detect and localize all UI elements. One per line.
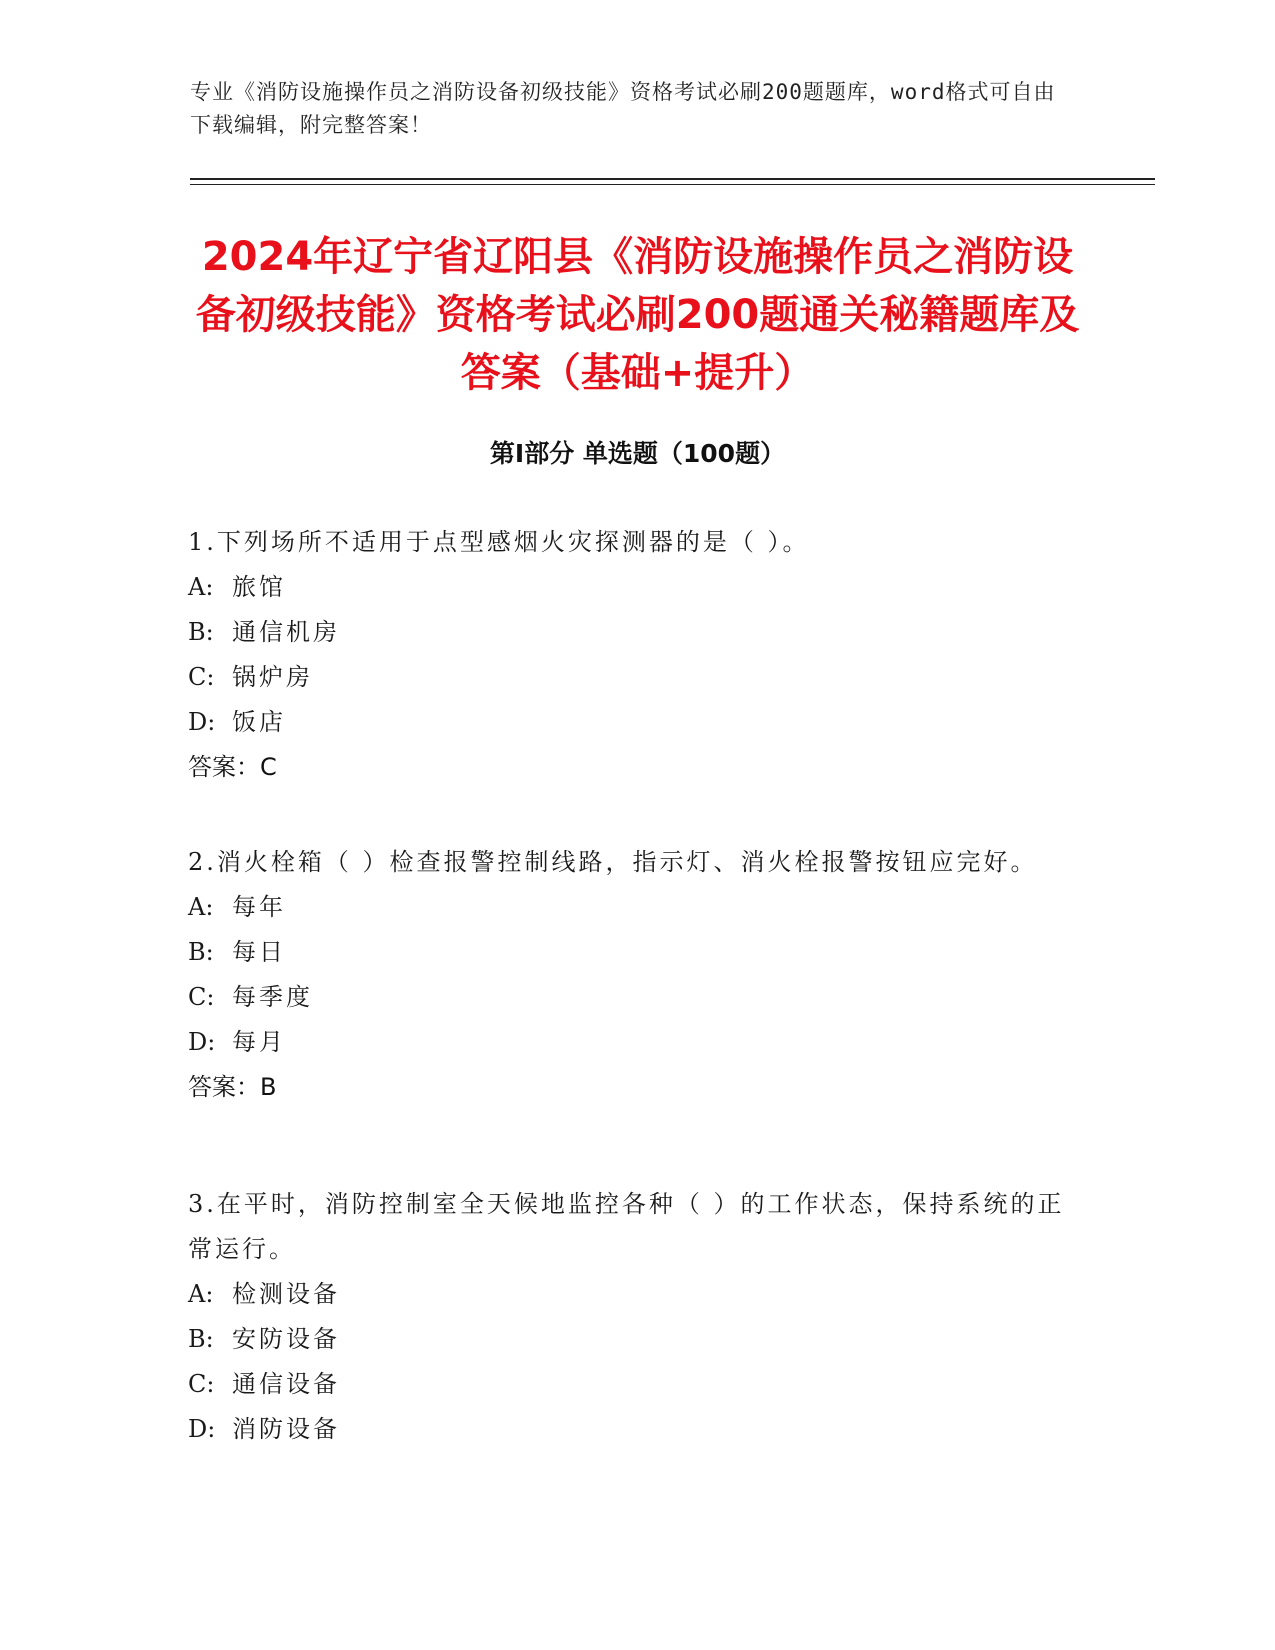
- option-d: [188, 1020, 1088, 1065]
- option-key: A:: [188, 1280, 214, 1308]
- option-a: [188, 1272, 1088, 1317]
- option-key: D:: [188, 708, 216, 736]
- option-text: 通信机房: [232, 618, 340, 646]
- option-c: [188, 1362, 1088, 1407]
- answer-line: 答案：B: [188, 1073, 277, 1101]
- option-text: 饭店: [232, 708, 286, 736]
- option-key: C:: [188, 1370, 215, 1398]
- option-key: B:: [188, 938, 214, 966]
- question-stem: 1.下列场所不适用于点型感烟火灾探测器的是（ ）。: [188, 528, 810, 556]
- option-b: [188, 1317, 1088, 1362]
- option-text: 消防设备: [232, 1415, 340, 1443]
- option-c: [188, 975, 1088, 1020]
- option-key: A:: [188, 893, 214, 921]
- option-text: 旅馆: [232, 573, 286, 601]
- option-a: [188, 885, 1088, 930]
- question-stem: 3.在平时，消防控制室全天候地监控各种（ ）的工作状态，保持系统的正常运行。: [188, 1190, 1065, 1263]
- option-c: [188, 655, 1088, 700]
- option-text: 锅炉房: [232, 663, 313, 691]
- option-key: C:: [188, 663, 215, 691]
- option-text: 检测设备: [232, 1280, 340, 1308]
- option-b: [188, 930, 1088, 975]
- question-3: [188, 1182, 1088, 1452]
- option-key: A:: [188, 573, 214, 601]
- option-a: [188, 565, 1088, 610]
- document-title: 2024年辽宁省辽阳县《消防设施操作员之消防设备初级技能》资格考试必刷200题通关秘籍题库及答案（基础+提升）: [195, 234, 1080, 396]
- question-1: [188, 520, 1088, 790]
- option-text: 每季度: [232, 983, 313, 1011]
- option-text: 每年: [232, 893, 286, 921]
- option-text: 每日: [232, 938, 286, 966]
- option-d: [188, 700, 1088, 745]
- option-text: 通信设备: [232, 1370, 340, 1398]
- option-key: D:: [188, 1028, 216, 1056]
- option-key: B:: [188, 618, 214, 646]
- header-note: 专业《消防设施操作员之消防设备初级技能》资格考试必刷200题题库，word格式可自由下载编辑，附完整答案！: [190, 80, 1056, 137]
- header-divider-thin: [190, 184, 1155, 185]
- option-key: B:: [188, 1325, 214, 1353]
- option-text: 安防设备: [232, 1325, 340, 1353]
- question-2: [188, 840, 1088, 1110]
- section-title: 第I部分 单选题（100题）: [489, 439, 786, 468]
- option-key: D:: [188, 1415, 216, 1443]
- question-stem: 2.消火栓箱（ ）检查报警控制线路，指示灯、消火栓报警按钮应完好。: [188, 848, 1038, 876]
- option-d: [188, 1407, 1088, 1452]
- option-b: [188, 610, 1088, 655]
- option-key: C:: [188, 983, 215, 1011]
- option-text: 每月: [232, 1028, 286, 1056]
- answer-line: 答案：C: [188, 753, 277, 781]
- header-divider-thick: [190, 178, 1155, 180]
